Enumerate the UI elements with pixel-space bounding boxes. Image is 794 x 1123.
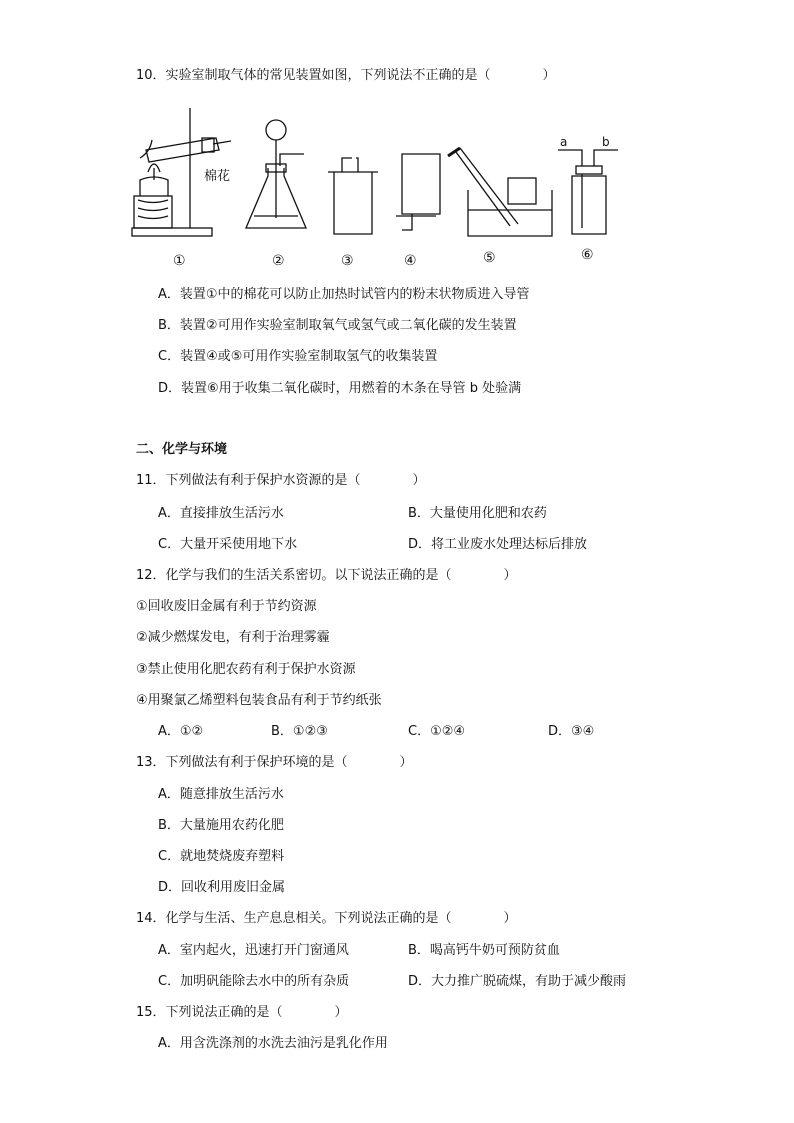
label-6: ⑥ bbox=[581, 247, 594, 263]
q12-option-d: D．③④ bbox=[548, 724, 595, 739]
section-title: 二、化学与环境 bbox=[136, 442, 228, 457]
q12-item-1: ①回收废旧金属有利于节约资源 bbox=[136, 599, 317, 614]
tube-a-label: a bbox=[560, 135, 568, 149]
apparatus-5-icon bbox=[448, 148, 552, 236]
q13-option-b: B．大量施用农药化肥 bbox=[158, 818, 284, 833]
label-1: ① bbox=[173, 253, 186, 269]
cotton-label: 棉花 bbox=[204, 169, 231, 184]
q12-stem: 12．化学与我们的生活关系密切。以下说法正确的是（ ） bbox=[136, 568, 517, 583]
q14-option-b: B．喝高钙牛奶可预防贫血 bbox=[408, 943, 560, 958]
q10-option-b: B．装置②可用作实验室制取氧气或氢气或二氧化碳的发生装置 bbox=[158, 318, 517, 333]
label-5: ⑤ bbox=[483, 250, 496, 266]
tube-b-label: b bbox=[602, 135, 610, 149]
q10-option-c: C．装置④或⑤可用作实验室制取氢气的收集装置 bbox=[158, 349, 438, 364]
q10-option-a: A．装置①中的棉花可以防止加热时试管内的粉末状物质进入导管 bbox=[158, 287, 530, 302]
q10-option-d: D．装置⑥用于收集二氧化碳时，用燃着的木条在导管 b 处验满 bbox=[158, 381, 522, 396]
q12-item-4: ④用聚氯乙烯塑料包装食品有利于节约纸张 bbox=[136, 693, 382, 708]
label-4: ④ bbox=[404, 253, 417, 269]
apparatus-6-icon bbox=[558, 150, 618, 234]
q12-option-b: B．①②③ bbox=[271, 724, 328, 739]
apparatus-2-icon bbox=[246, 120, 306, 228]
q13-option-c: C．就地焚烧废弃塑料 bbox=[158, 849, 285, 864]
q13-stem: 13．下列做法有利于保护环境的是（ ） bbox=[136, 755, 413, 770]
q11-option-d: D．将工业废水处理达标后排放 bbox=[408, 537, 588, 552]
q13-option-d: D．回收利用废旧金属 bbox=[158, 880, 286, 895]
apparatus-3-icon bbox=[328, 158, 378, 234]
label-3: ③ bbox=[341, 253, 354, 269]
q10-stem: 10．实验室制取气体的常见装置如图，下列说法不正确的是（ ） bbox=[136, 68, 556, 83]
q11-stem: 11．下列做法有利于保护水资源的是（ ） bbox=[136, 473, 426, 488]
apparatus-4-icon bbox=[396, 154, 440, 230]
q11-option-c: C．大量开采使用地下水 bbox=[158, 537, 298, 552]
q11-option-a: A．直接排放生活污水 bbox=[158, 506, 284, 521]
q14-stem: 14．化学与生活、生产息息相关。下列说法正确的是（ ） bbox=[136, 911, 517, 926]
q11-option-b: B．大量使用化肥和农药 bbox=[408, 506, 547, 521]
q13-option-a: A．随意排放生活污水 bbox=[158, 787, 284, 802]
label-2: ② bbox=[272, 253, 285, 269]
q14-option-a: A．室内起火，迅速打开门窗通风 bbox=[158, 943, 349, 958]
q12-option-c: C．①②④ bbox=[408, 724, 466, 739]
q15-stem: 15．下列说法正确的是（ ） bbox=[136, 1005, 348, 1020]
q12-item-3: ③禁止使用化肥农药有利于保护水资源 bbox=[136, 662, 356, 677]
q12-item-2: ②减少燃煤发电，有利于治理雾霾 bbox=[136, 630, 330, 645]
q14-option-d: D．大力推广脱硫煤，有助于减少酸雨 bbox=[408, 974, 627, 989]
q12-option-a: A．①② bbox=[158, 724, 204, 739]
q14-option-c: C．加明矾能除去水中的所有杂质 bbox=[158, 974, 350, 989]
q15-option-a: A．用含洗涤剂的水洗去油污是乳化作用 bbox=[158, 1036, 388, 1051]
